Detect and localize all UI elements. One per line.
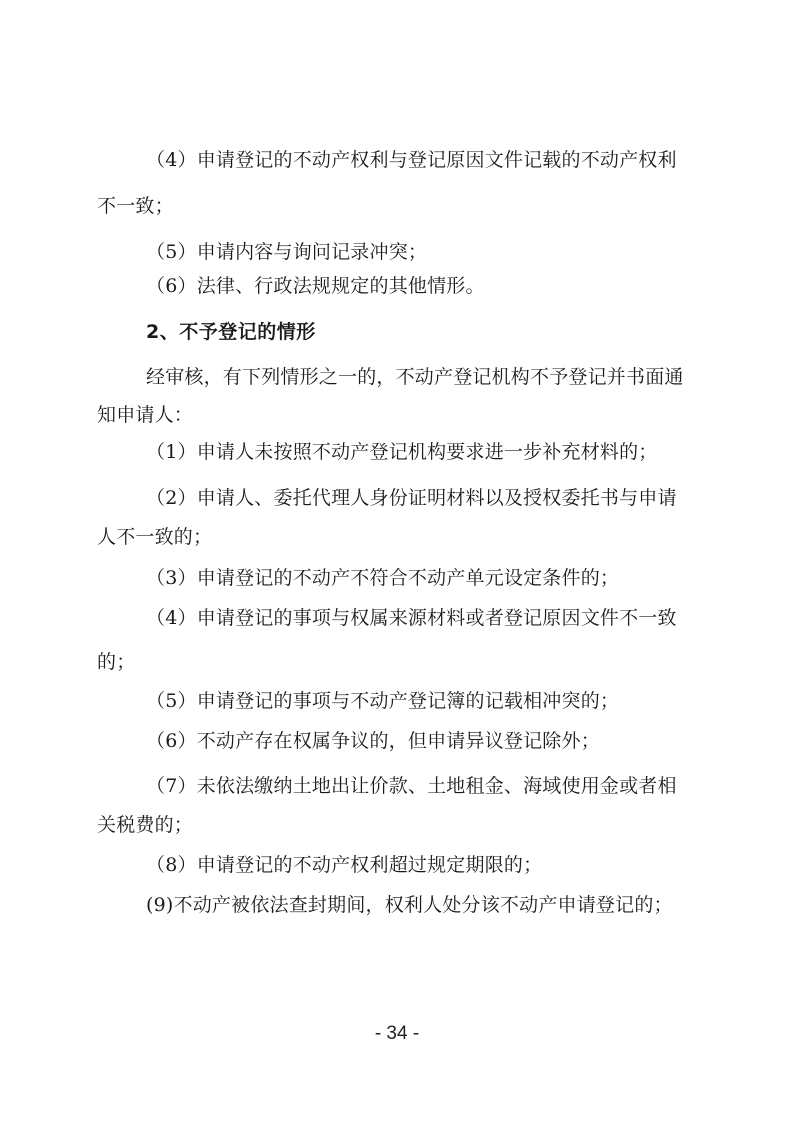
list-item-continuation: 人不一致的； bbox=[97, 526, 213, 548]
list-item-continuation: 的； bbox=[97, 651, 136, 673]
list-item: （4）申请登记的事项与权属来源材料或者登记原因文件不一致 bbox=[146, 607, 677, 629]
paragraph-line: （6）法律、行政法规规定的其他情形。 bbox=[146, 275, 485, 297]
paragraph-line: （5）申请内容与询问记录冲突； bbox=[146, 241, 428, 263]
list-item: (9)不动产被依法查封期间，权利人处分该不动产申请登记的； bbox=[146, 894, 673, 916]
list-item: （8）申请登记的不动产权利超过规定期限的； bbox=[146, 854, 543, 876]
paragraph-line: （4）申请登记的不动产权利与登记原因文件记载的不动产权利 bbox=[146, 149, 677, 171]
list-item: （5）申请登记的事项与不动产登记簿的记载相冲突的； bbox=[146, 690, 620, 712]
section-heading: 2、不予登记的情形 bbox=[146, 321, 316, 343]
list-item: （3）申请登记的不动产不符合不动产单元设定条件的； bbox=[146, 567, 620, 589]
list-item-continuation: 关税费的； bbox=[97, 814, 194, 836]
list-item: （1）申请人未按照不动产登记机构要求进一步补充材料的； bbox=[146, 441, 658, 463]
list-item: （2）申请人、委托代理人身份证明材料以及授权委托书与申请 bbox=[146, 487, 677, 509]
paragraph-line: 经审核，有下列情形之一的，不动产登记机构不予登记并书面通 bbox=[146, 366, 684, 388]
list-item: （6）不动产存在权属争议的，但申请异议登记除外； bbox=[146, 730, 600, 752]
paragraph-line: 知申请人： bbox=[97, 404, 194, 426]
list-item: （7）未依法缴纳土地出让价款、土地租金、海域使用金或者相 bbox=[146, 775, 677, 797]
page-number: - 34 - bbox=[374, 1023, 420, 1044]
paragraph-line: 不一致； bbox=[97, 195, 174, 217]
